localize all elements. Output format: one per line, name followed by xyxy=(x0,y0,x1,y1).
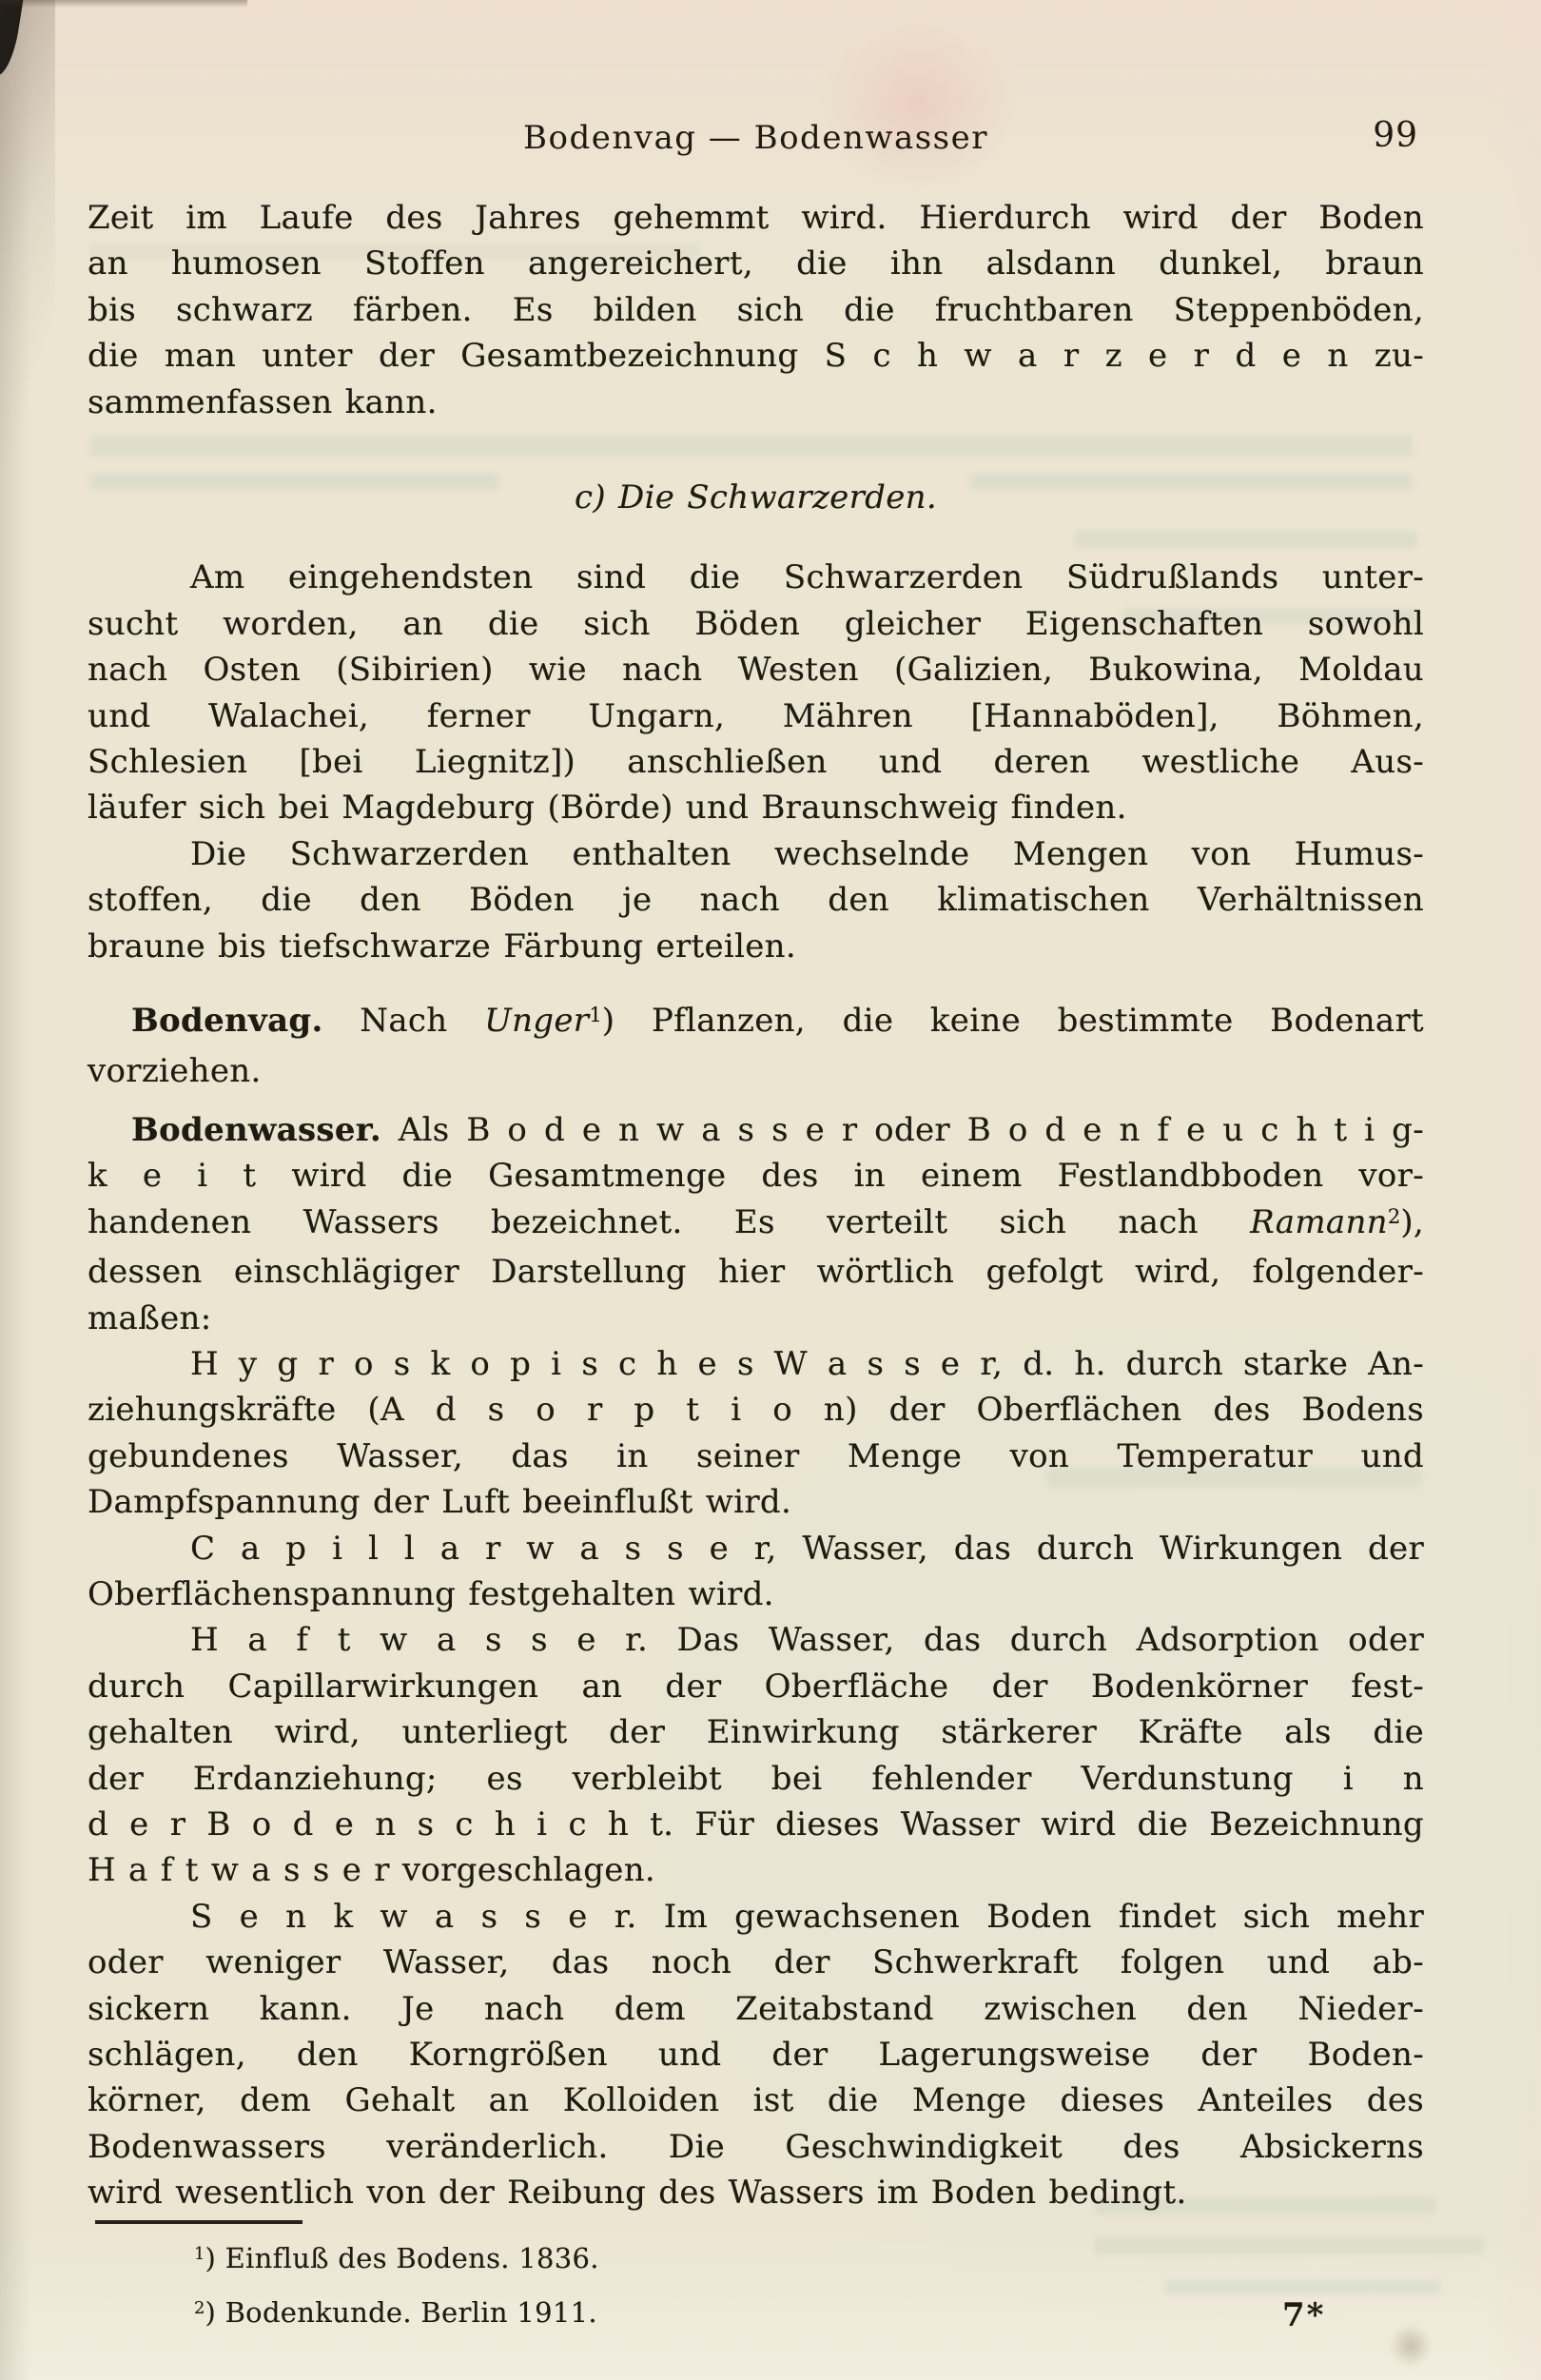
footnote-rule xyxy=(95,2220,302,2224)
para-schwarzerden-humus xyxy=(88,831,1424,969)
para-senkwasser xyxy=(88,1894,1424,2216)
text-line: sucht worden, an die sich Böden gleicher Eigenschaften sowohl xyxy=(88,604,1424,643)
signature-mark: 7* xyxy=(1282,2296,1326,2334)
text-line: oder weniger Wasser, das noch der Schwerkraft folgen und ab- xyxy=(88,1943,1424,1982)
text-line: handenen Wassers bezeichnet. Es verteilt sich nach Ramann$^2$), xyxy=(88,1202,1424,1241)
entry-bodenwasser xyxy=(88,1107,1424,1341)
text-line: vorziehen. xyxy=(88,1051,262,1090)
text-line: durch Capillarwirkungen an der Oberfläche der Bodenkörner fest- xyxy=(88,1667,1424,1706)
text-line: Bodenvag. Nach Unger$^1$) Pflanzen, die keine bestimmte Bodenart xyxy=(131,1002,1424,1041)
heading-schwarzerden xyxy=(88,475,1424,520)
footnote-item: $^2$) Bodenkunde. Berlin 1911. xyxy=(194,2296,597,2329)
text-line: Bodenwasser. Als B o d e n w a s s e r oder B o d e n f e u c h t i g- xyxy=(131,1110,1424,1149)
entry-bodenvag xyxy=(88,998,1424,1094)
text-line: stoffen, die den Böden je nach den klimatischen Verhältnissen xyxy=(88,881,1424,920)
text-line: schlägen, den Korngrößen und der Lagerungsweise der Boden- xyxy=(88,2036,1424,2075)
para-schwarzerden-untersuchung xyxy=(88,555,1424,830)
footnotes-list xyxy=(88,2234,1424,2342)
text-line: sickern kann. Je nach dem Zeitabstand zwischen den Nieder- xyxy=(88,1989,1424,2028)
para-continuation xyxy=(88,195,1424,425)
text-line: gebundenes Wasser, das in seiner Menge von Temperatur und xyxy=(88,1436,1424,1475)
text-line: und Walachei, ferner Ungarn, Mähren [Hannaböden], Böhmen, xyxy=(88,696,1424,735)
text-line: Am eingehendsten sind die Schwarzerden Südrußlands unter- xyxy=(190,558,1424,597)
footnote-item: $^1$) Einfluß des Bodens. 1836. xyxy=(194,2242,599,2274)
text-line: Bodenwassers veränderlich. Die Geschwindigkeit des Absickerns xyxy=(88,2127,1424,2166)
text-line: braune bis tiefschwarze Färbung erteilen. xyxy=(88,927,796,966)
text-body xyxy=(88,195,1424,2216)
para-capillarwasser xyxy=(88,1526,1424,1618)
text-line: läufer sich bei Magdeburg (Börde) und Braunschweig finden. xyxy=(88,789,1127,828)
running-head xyxy=(88,114,1424,162)
text-line: an humosen Stoffen angereichert, die ihn alsdann dunkel, braun xyxy=(88,244,1424,283)
text-line: H y g r o s k o p i s c h e s W a s s e r, d. h. durch starke An- xyxy=(190,1344,1424,1383)
text-line: maßen: xyxy=(88,1298,212,1337)
footnotes xyxy=(88,2220,1424,2342)
text-line: k e i t wird die Gesamtmenge des in einem Festlandbboden vor- xyxy=(88,1157,1424,1196)
scan-left-shade xyxy=(0,0,55,514)
text-line: Zeit im Laufe des Jahres gehemmt wird. Hierdurch wird der Boden xyxy=(88,199,1424,237)
text-line: nach Osten (Sibirien) wie nach Westen (Galizien, Bukowina, Moldau xyxy=(88,651,1424,690)
text-line: H a f t w a s s e r. Das Wasser, das durch Adsorption oder xyxy=(190,1621,1424,1660)
text-line: körner, dem Gehalt an Kolloiden ist die Menge dieses Anteiles des xyxy=(88,2081,1424,2120)
text-line: wird wesentlich von der Reibung des Wassers im Boden bedingt. xyxy=(88,2174,1187,2213)
text-line: C a p i l l a r w a s s e r, Wasser, das durch Wirkungen der xyxy=(190,1529,1424,1568)
para-hygroskopisches-wasser xyxy=(88,1341,1424,1526)
page-number: 99 xyxy=(1373,116,1418,155)
text-line: Dampfspannung der Luft beeinflußt wird. xyxy=(88,1483,792,1522)
text-line: Die Schwarzerden enthalten wechselnde Mengen von Humus- xyxy=(190,834,1424,873)
text-line: bis schwarz färben. Es bilden sich die fruchtbaren Steppenböden, xyxy=(88,290,1424,329)
text-line: Schlesien [bei Liegnitz]) anschließen und deren westliche Aus- xyxy=(88,743,1424,782)
text-line: Oberflächenspannung festgehalten wird. xyxy=(88,1574,774,1613)
text-line: der Erdanziehung; es verbleibt bei fehlender Verdunstung i n xyxy=(88,1759,1424,1798)
text-line: H a f t w a s s e r vorgeschlagen. xyxy=(88,1851,656,1890)
text-line: S e n k w a s s e r. Im gewachsenen Boden findet sich mehr xyxy=(190,1897,1424,1936)
text-line: c) Die Schwarzerden. xyxy=(575,478,937,517)
text-line: die man unter der Gesamtbezeichnung S c h w a r z e r d e n zu- xyxy=(88,337,1424,376)
text-line: dessen einschlägiger Darstellung hier wörtlich gefolgt wird, folgender- xyxy=(88,1253,1424,1292)
running-head-title: Bodenvag — Bodenwasser xyxy=(523,119,988,157)
para-haftwasser xyxy=(88,1617,1424,1893)
text-line: ziehungskräfte (A d s o r p t i o n) der Oberflächen des Bodens xyxy=(88,1391,1424,1430)
text-line: sammenfassen kann. xyxy=(88,382,438,421)
text-line: d e r B o d e n s c h i c h t. Für dieses Wasser wird die Bezeichnung xyxy=(88,1805,1424,1844)
text-line: gehalten wird, unterliegt der Einwirkung stärkerer Kräfte als die xyxy=(88,1713,1424,1752)
